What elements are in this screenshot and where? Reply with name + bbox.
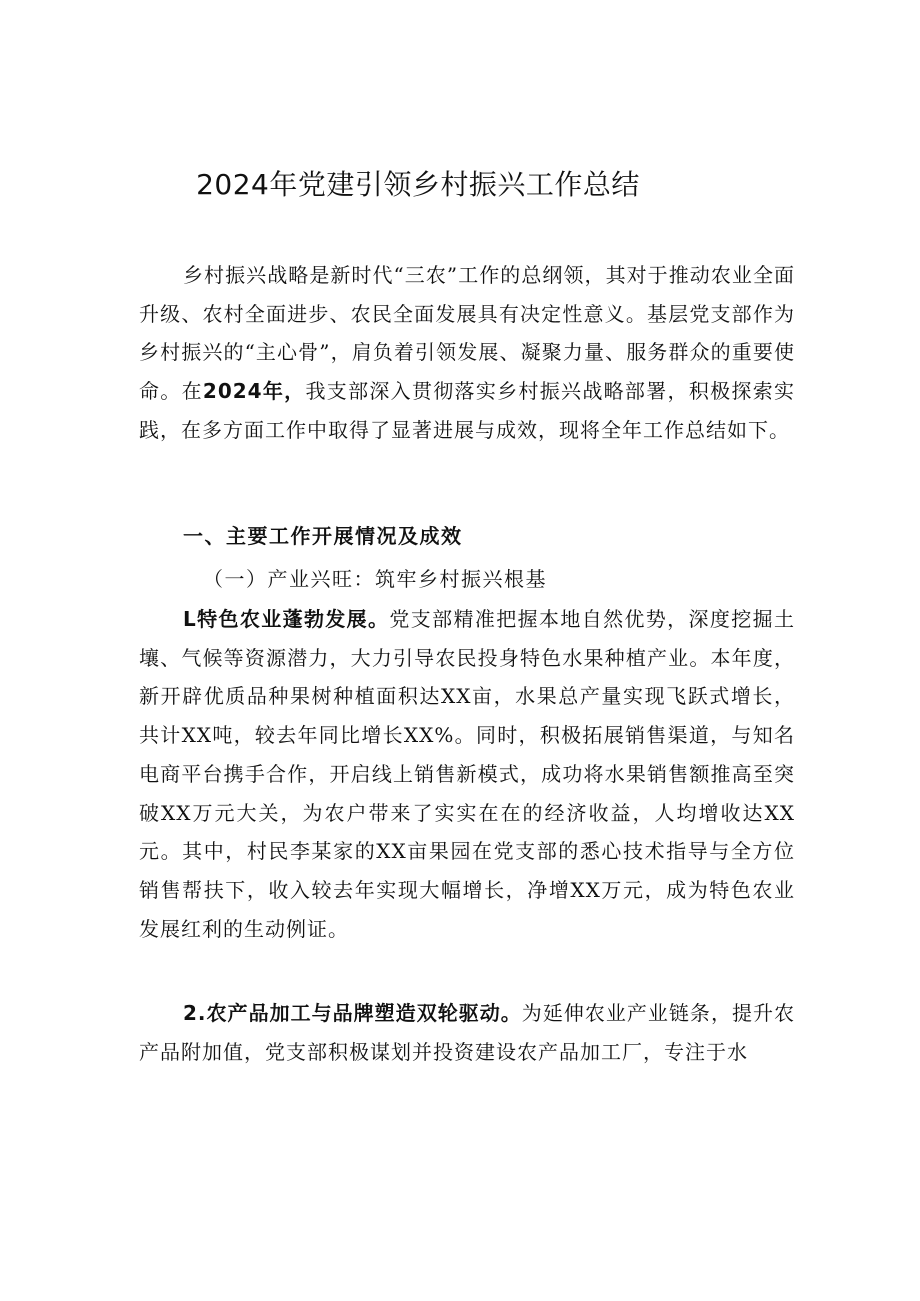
item1-lead: L特色农业蓬勃发展。 (183, 607, 390, 631)
item1-paragraph (139, 600, 795, 948)
subsection-heading: （一）产业兴旺：筑牢乡村振兴根基 (203, 567, 547, 591)
item2-text: 为延伸农业产业链条，提升农产品附加值，党支部积极谋划并投资建设农产品加工厂，专注于水 (139, 1001, 796, 1064)
intro-paragraph (139, 256, 795, 450)
item2-paragraph (139, 994, 795, 1071)
item2-lead: 2.农产品加工与品牌塑造双轮驱动。 (183, 1001, 522, 1025)
intro-text-part2: 我支部深入贯彻落实乡村振兴战略部署，积极探索实践，在多方面工作中取得了显著进展与成效，现将全年工作总结如下。 (139, 379, 796, 442)
intro-year: 2024年， (202, 379, 306, 404)
section-heading: 一、主要工作开展情况及成效 (183, 524, 463, 548)
document-title: 2024年党建引领乡村振兴工作总结 (196, 168, 640, 201)
item1-text: 党支部精准把握本地自然优势，深度挖掘土壤、气候等资源潜力，大力引导农民投身特色水果种植产业。本年度，新开辟优质品种果树种植面积达XX亩，水果总产量实现飞跃式增长，共计XX吨，较去年同比增长XX%。同时，积极拓展销售渠道，与知名电商平台携手合作，开启线上销售新模式，成功将水果销售额推高至突破XX万元大关，为农户带来了实实在在的经济收益，人均增收达XX元。其中，村民李某家的XX亩果园在党支部的悉心技术指导与全方位销售帮扶下，收入较去年实现大幅增长，净增XX万元，成为特色农业发展红利的生动例证。 (139, 607, 795, 941)
intro-text-part1: 乡村振兴战略是新时代“三农”工作的总纲领，其对于推动农业全面升级、农村全面进步、农民全面发展具有决定性意义。基层党支部作为乡村振兴的“主心骨”，肩负着引领发展、凝聚力量、服务群众的重要使命。在 (139, 263, 795, 404)
